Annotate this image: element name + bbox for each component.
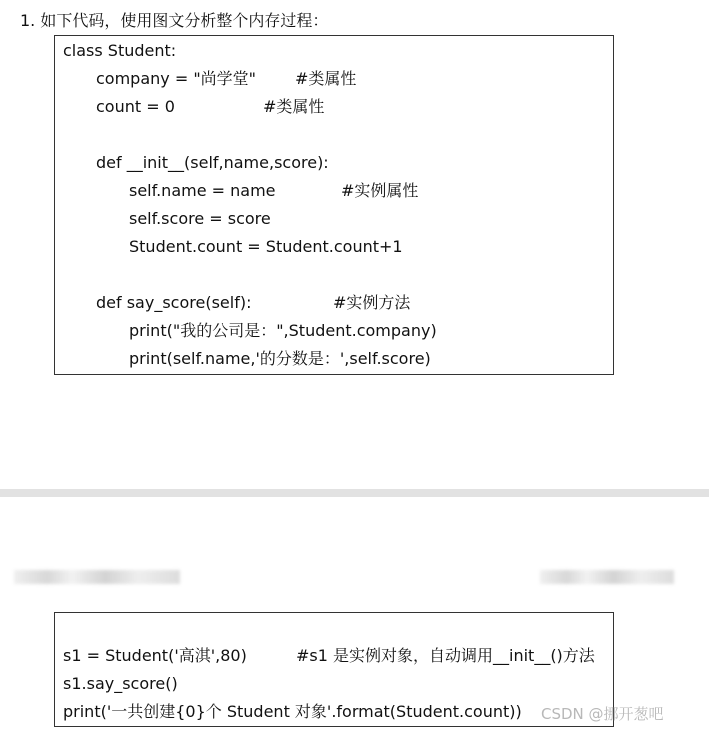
question-title: 1. 如下代码，使用图文分析整个内存过程：: [20, 11, 329, 30]
code-line: count = 0: [96, 97, 175, 116]
code-line: Student.count = Student.count+1: [129, 237, 403, 256]
code-comment: #实例属性: [341, 181, 419, 200]
code-line: print('一共创建{0}个 Student 对象'.format(Student.count)): [63, 702, 522, 721]
watermark: CSDN @挪开葱吧: [541, 705, 664, 723]
code-line: self.score = score: [129, 209, 271, 228]
code-block-usage: [54, 612, 614, 727]
code-line: s1.say_score(): [63, 674, 178, 693]
code-line: print("我的公司是：",Student.company): [129, 321, 437, 340]
code-line: print(self.name,'的分数是：',self.score): [129, 349, 431, 368]
code-line: self.name = name: [129, 181, 276, 200]
code-block-class-definition: [54, 35, 614, 375]
code-line: class Student:: [63, 41, 177, 60]
blurred-text-right: [540, 570, 674, 584]
section-divider: [0, 489, 709, 497]
code-line: s1 = Student('高淇',80): [63, 646, 247, 665]
code-line: company = "尚学堂": [96, 69, 257, 88]
code-comment: #实例方法: [333, 293, 411, 312]
code-comment: #类属性: [295, 69, 357, 88]
code-comment: #类属性: [263, 97, 325, 116]
blurred-text-left: [14, 570, 180, 584]
code-line: def say_score(self):: [96, 293, 252, 312]
code-comment: #s1 是实例对象，自动调用__init__()方法: [296, 646, 595, 665]
code-line: def __init__(self,name,score):: [96, 153, 329, 172]
